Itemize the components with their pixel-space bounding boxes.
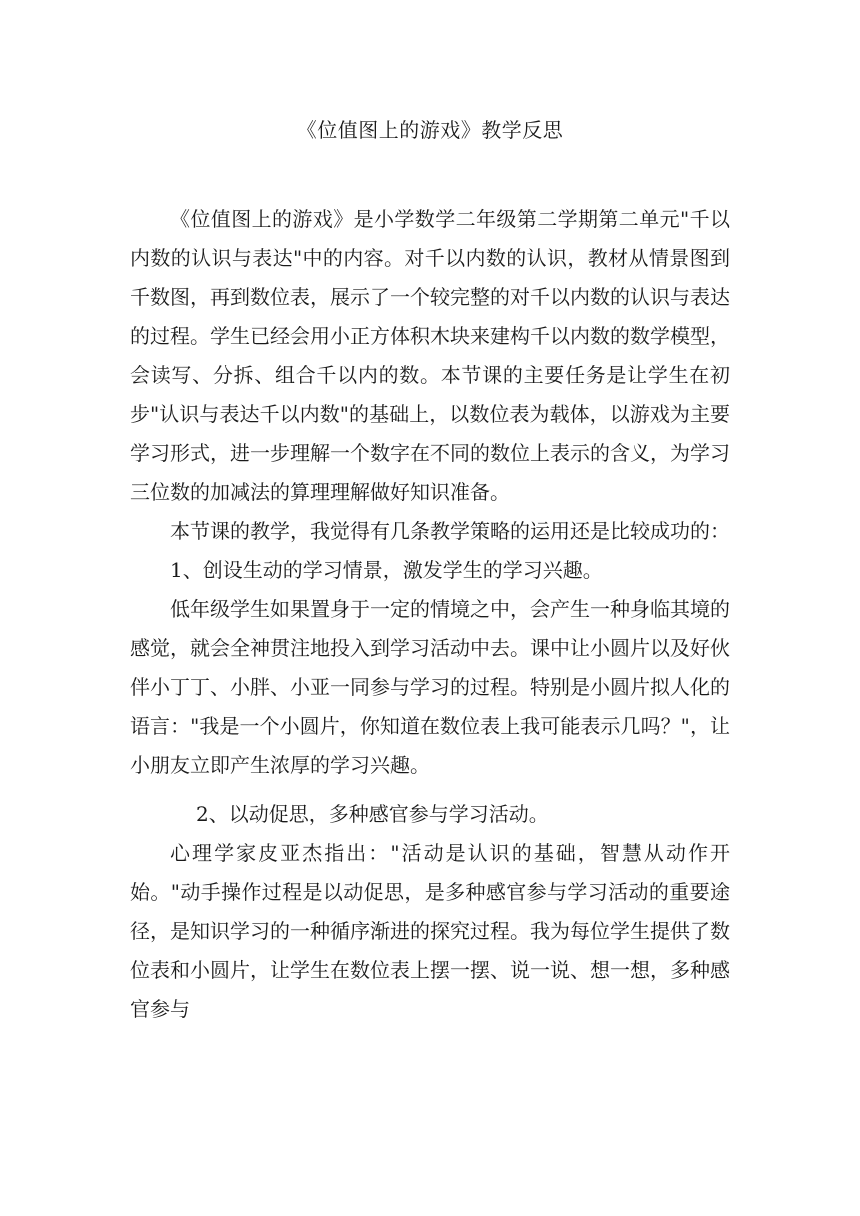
heading-strategy-2: 2、以动促思，多种感官参与学习活动。 <box>196 802 549 826</box>
document-title: 《位值图上的游戏》教学反思 <box>296 118 564 142</box>
heading-strategy-1: 1、创设生动的学习情景，激发学生的学习兴趣。 <box>170 558 603 582</box>
paragraph-strategy-2: 心理学家皮亚杰指出："活动是认识的基础，智慧从动作开始。"动手操作过程是以动促思，是多种感官参与学习活动的重要途径，是知识学习的一种循序渐进的探究过程。我为每位学生提供了数位表和小圆片，让学生在数位表上摆一摆、说一说、想一想，多种感官参与 <box>130 841 730 1021</box>
paragraph-intro: 《位值图上的游戏》是小学数学二年级第二学期第二单元"千以内数的认识与表达"中的内容。对千以内数的认识，教材从情景图到千数图，再到数位表，展示了一个较完整的对千以内数的认识与表达的过程。学生已经会用小正方体积木块来建构千以内数的数学模型，会读写、分拆、组合千以内的数。本节课的主要任务是让学生在初步"认识与表达千以内数"的基础上，以数位表为载体，以游戏为主要学习形式，进一步理解一个数字在不同的数位上表示的含义，为学习三位数的加减法的算理理解做好知识准备。 <box>130 207 730 504</box>
document-body <box>130 200 730 1029</box>
paragraph-strategies-lead: 本节课的教学，我觉得有几条教学策略的运用还是比较成功的： <box>170 519 730 543</box>
paragraph-strategy-1: 低年级学生如果置身于一定的情境之中，会产生一种身临其境的感觉，就会全神贯注地投入到学习活动中去。课中让小圆片以及好伙伴小丁丁、小胖、小亚一同参与学习的过程。特别是小圆片拟人化的语言："我是一个小圆片，你知道在数位表上我可能表示几吗？"，让小朋友立即产生浓厚的学习兴趣。 <box>130 597 730 777</box>
